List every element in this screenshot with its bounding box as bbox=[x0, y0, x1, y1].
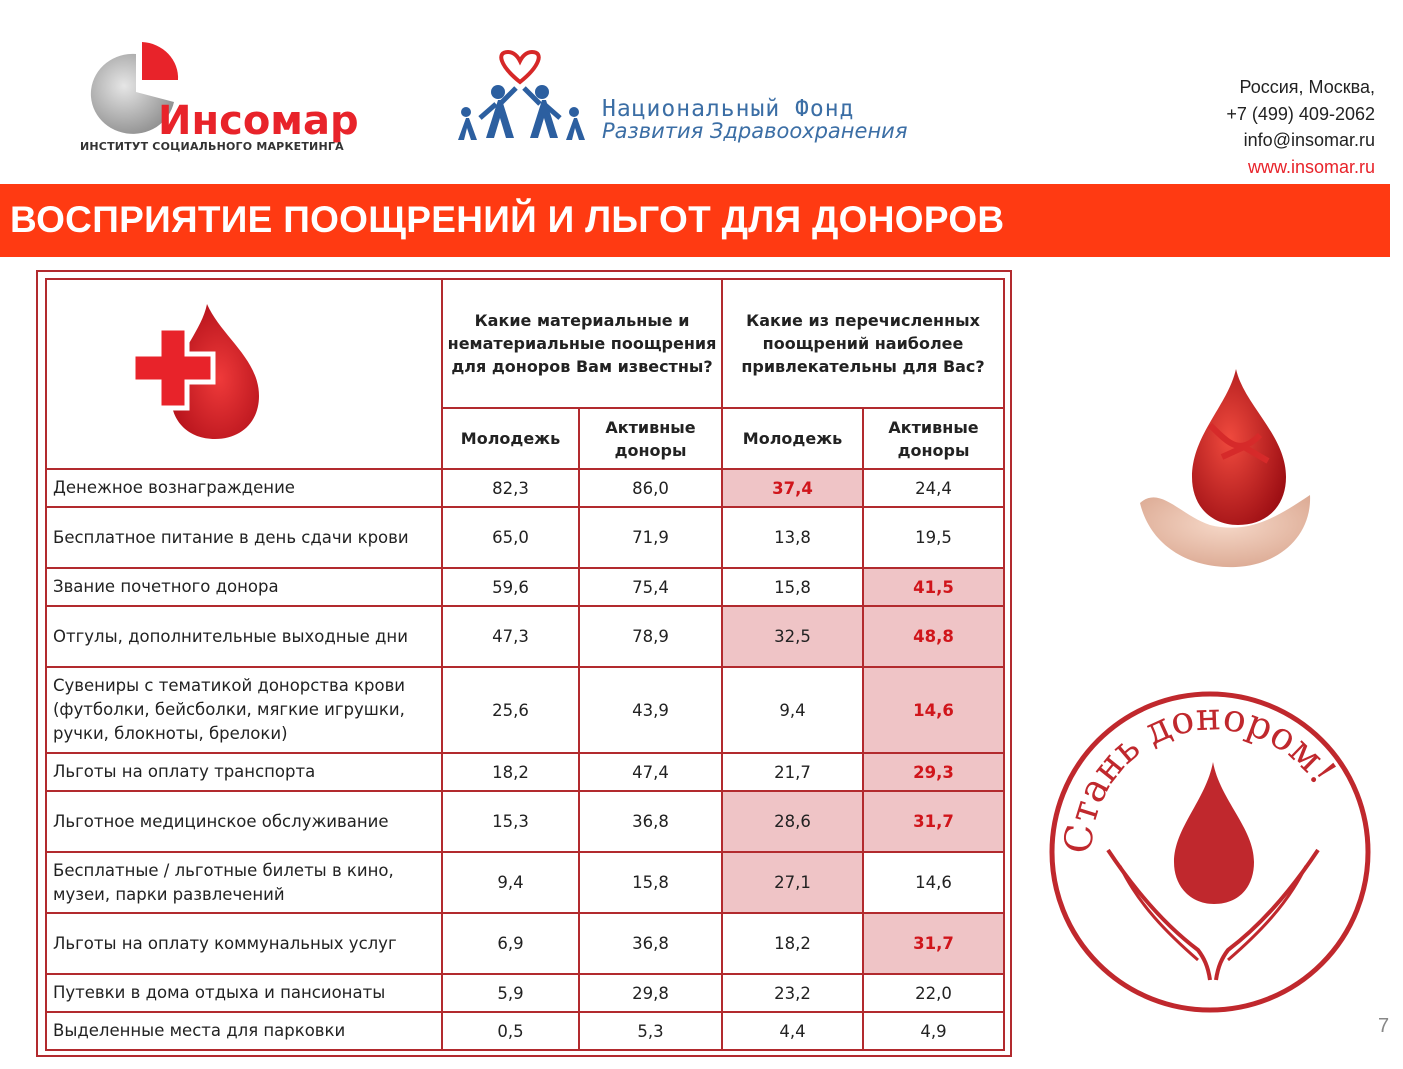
insomar-logo bbox=[78, 40, 378, 160]
hands-gift-drop-image bbox=[1140, 365, 1315, 575]
table-row bbox=[46, 606, 1004, 667]
contact-location: Россия, Москва, bbox=[1239, 77, 1375, 97]
cell-value: 36,8 bbox=[579, 791, 722, 852]
cell-value: 47,4 bbox=[579, 753, 722, 791]
cell-value: 5,3 bbox=[579, 1012, 722, 1050]
table-row bbox=[46, 852, 1004, 913]
subheader-youth-q2: Молодежь bbox=[722, 408, 863, 469]
cell-value: 24,4 bbox=[863, 469, 1004, 507]
cell-value: 15,3 bbox=[442, 791, 579, 852]
row-label: Бесплатные / льготные билеты в кино, музеи, парки развлечений bbox=[46, 852, 442, 913]
incentives-table bbox=[45, 278, 1005, 1051]
row-label: Выделенные места для парковки bbox=[46, 1012, 442, 1050]
title-band bbox=[0, 184, 1390, 257]
table-row bbox=[46, 507, 1004, 568]
cell-value-highlighted: 14,6 bbox=[863, 667, 1004, 753]
cell-value: 4,9 bbox=[863, 1012, 1004, 1050]
subheader-youth-q1: Молодежь bbox=[442, 408, 579, 469]
cell-value: 9,4 bbox=[442, 852, 579, 913]
cell-value: 13,8 bbox=[722, 507, 863, 568]
cell-value: 15,8 bbox=[722, 568, 863, 606]
cell-value-highlighted: 29,3 bbox=[863, 753, 1004, 791]
cell-value-highlighted: 28,6 bbox=[722, 791, 863, 852]
cell-value: 19,5 bbox=[863, 507, 1004, 568]
cell-value: 14,6 bbox=[863, 852, 1004, 913]
table-row bbox=[46, 791, 1004, 852]
cell-value: 25,6 bbox=[442, 667, 579, 753]
row-label: Льготное медицинское обслуживание bbox=[46, 791, 442, 852]
table-row bbox=[46, 974, 1004, 1012]
stamp-text: Стань донором! bbox=[1055, 694, 1346, 856]
national-fund-logo bbox=[450, 48, 920, 148]
cell-value: 71,9 bbox=[579, 507, 722, 568]
cell-value-highlighted: 31,7 bbox=[863, 791, 1004, 852]
cell-value: 86,0 bbox=[579, 469, 722, 507]
question2-header: Какие из перечисленных поощрений наиболее привлекательны для Вас? bbox=[722, 279, 1004, 408]
family-heart-icon bbox=[450, 48, 590, 148]
cell-value: 23,2 bbox=[722, 974, 863, 1012]
cell-value-highlighted: 37,4 bbox=[722, 469, 863, 507]
cell-value: 22,0 bbox=[863, 974, 1004, 1012]
cell-value: 21,7 bbox=[722, 753, 863, 791]
cell-value: 65,0 bbox=[442, 507, 579, 568]
row-label: Сувениры с тематикой донорства крови (футболки, бейсболки, мягкие игрушки, ручки, блокноты, брелоки) bbox=[46, 667, 442, 753]
cell-value-highlighted: 41,5 bbox=[863, 568, 1004, 606]
row-label: Путевки в дома отдыха и пансионаты bbox=[46, 974, 442, 1012]
cell-value: 15,8 bbox=[579, 852, 722, 913]
blood-drop-cross-icon bbox=[131, 304, 266, 444]
insomar-subtitle: ИНСТИТУТ СОЦИАЛЬНОГО МАРКЕТИНГА bbox=[80, 140, 344, 153]
table-row bbox=[46, 469, 1004, 507]
contact-email[interactable]: info@insomar.ru bbox=[1243, 130, 1375, 150]
cell-value: 59,6 bbox=[442, 568, 579, 606]
cell-value: 18,2 bbox=[722, 913, 863, 974]
become-donor-stamp bbox=[1048, 690, 1373, 1015]
fund-name-line1: Национальный Фонд bbox=[602, 96, 855, 122]
contact-phone[interactable]: +7 (499) 409-2062 bbox=[1226, 103, 1375, 124]
question1-header: Какие материальные и нематериальные поощрения для доноров Вам известны? bbox=[442, 279, 722, 408]
cell-value: 43,9 bbox=[579, 667, 722, 753]
table-row bbox=[46, 568, 1004, 606]
cell-value: 82,3 bbox=[442, 469, 579, 507]
cell-value: 18,2 bbox=[442, 753, 579, 791]
insomar-name: Инсомар bbox=[158, 98, 359, 144]
cell-value: 6,9 bbox=[442, 913, 579, 974]
page-title: ВОСПРИЯТИЕ ПООЩРЕНИЙ И ЛЬГОТ ДЛЯ ДОНОРОВ bbox=[10, 199, 1005, 240]
table-frame bbox=[36, 270, 1012, 1057]
contacts-block bbox=[1226, 74, 1375, 180]
cell-value: 47,3 bbox=[442, 606, 579, 667]
cell-value: 5,9 bbox=[442, 974, 579, 1012]
row-label: Бесплатное питание в день сдачи крови bbox=[46, 507, 442, 568]
cell-value-highlighted: 32,5 bbox=[722, 606, 863, 667]
cell-value: 0,5 bbox=[442, 1012, 579, 1050]
blood-drop-cross-cell bbox=[46, 279, 442, 469]
cell-value-highlighted: 48,8 bbox=[863, 606, 1004, 667]
fund-name-line2: Развития Здравоохранения bbox=[602, 119, 908, 143]
cell-value: 36,8 bbox=[579, 913, 722, 974]
row-label: Льготы на оплату коммунальных услуг bbox=[46, 913, 442, 974]
page-number: 7 bbox=[1378, 1015, 1390, 1037]
cell-value-highlighted: 27,1 bbox=[722, 852, 863, 913]
contact-website-link[interactable]: www.insomar.ru bbox=[1247, 156, 1375, 177]
subheader-active-q1: Активные доноры bbox=[579, 408, 722, 469]
cell-value: 78,9 bbox=[579, 606, 722, 667]
row-label: Звание почетного донора bbox=[46, 568, 442, 606]
subheader-active-q2: Активные доноры bbox=[863, 408, 1004, 469]
cell-value-highlighted: 31,7 bbox=[863, 913, 1004, 974]
row-label: Денежное вознаграждение bbox=[46, 469, 442, 507]
table-row bbox=[46, 753, 1004, 791]
table-row bbox=[46, 667, 1004, 753]
cell-value: 4,4 bbox=[722, 1012, 863, 1050]
row-label: Льготы на оплату транспорта bbox=[46, 753, 442, 791]
table-row bbox=[46, 1012, 1004, 1050]
row-label: Отгулы, дополнительные выходные дни bbox=[46, 606, 442, 667]
cell-value: 29,8 bbox=[579, 974, 722, 1012]
table-row bbox=[46, 913, 1004, 974]
cell-value: 75,4 bbox=[579, 568, 722, 606]
cell-value: 9,4 bbox=[722, 667, 863, 753]
